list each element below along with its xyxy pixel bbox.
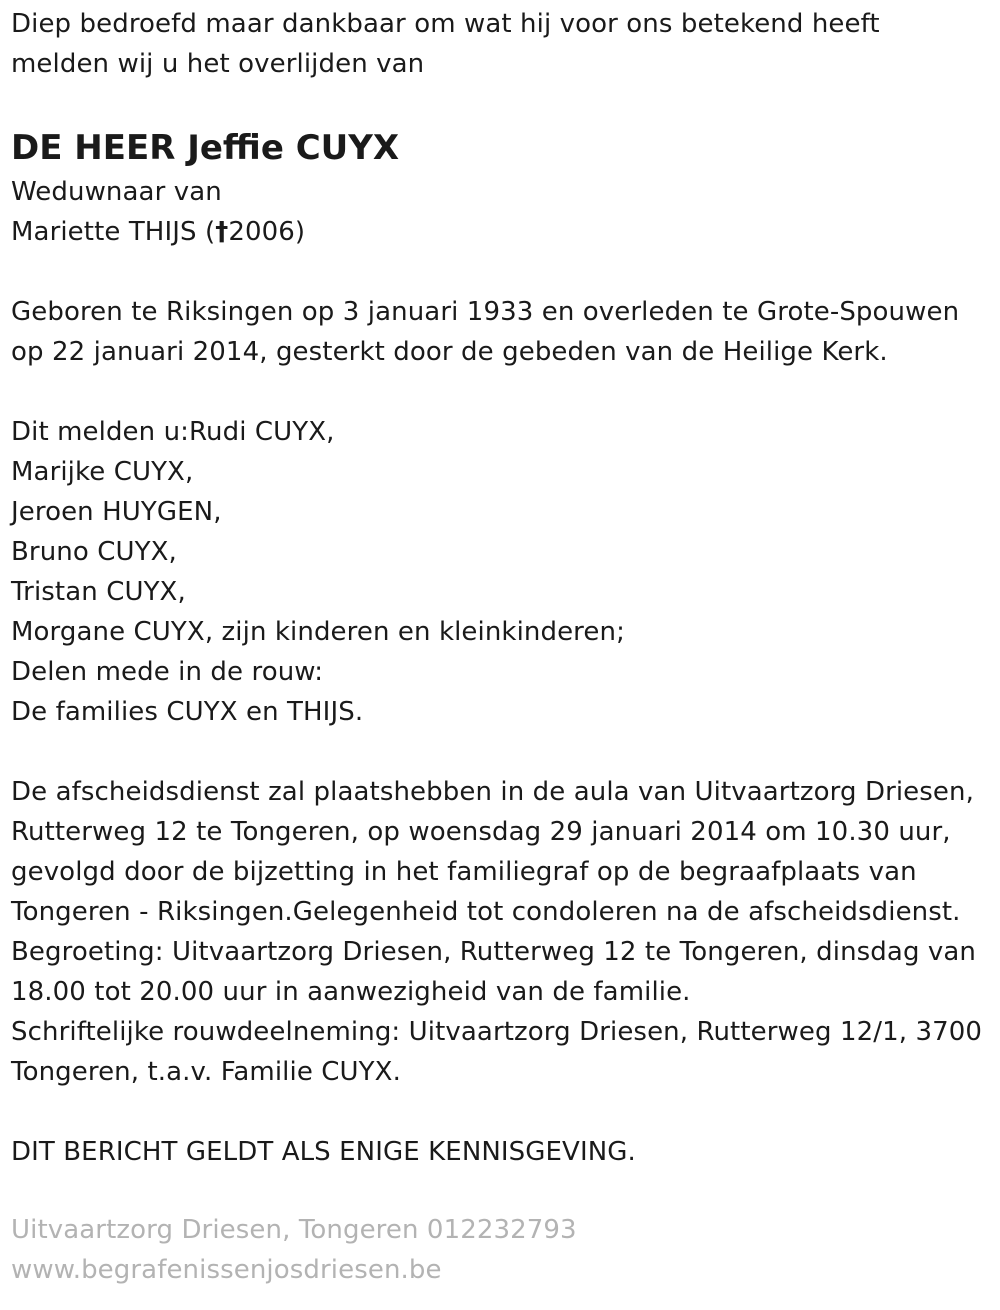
service-line: De afscheidsdienst zal plaatshebben in de aula van Uitvaartzorg Driesen, (11, 777, 974, 807)
funeral-home-contact: Uitvaartzorg Driesen, Tongeren 012232793 (11, 1215, 577, 1245)
deceased-name: DE HEER Jeffie CUYX (11, 128, 400, 168)
paragraph-line: Geboren te Riksingen op 3 januari 1933 en overleden te Grote-Spouwen (11, 297, 960, 327)
service-line: Rutterweg 12 te Tongeren, op woensdag 29 januari 2014 om 10.30 uur, (11, 817, 951, 847)
service-line: Schriftelijke rouwdeelneming: Uitvaartzorg Driesen, Rutterweg 12/1, 3700 (11, 1017, 983, 1047)
service-line: Tongeren - Riksingen.Gelegenheid tot condoleren na de afscheidsdienst. (11, 897, 961, 927)
family-line: Bruno CUYX, (11, 537, 177, 567)
family-line: Dit melden u:Rudi CUYX, (11, 417, 335, 447)
family-line: Marijke CUYX, (11, 457, 194, 487)
family-line: Delen mede in de rouw: (11, 657, 324, 687)
funeral-home-website: www.begrafenissenjosdriesen.be (11, 1255, 442, 1285)
family-line: Morgane CUYX, zijn kinderen en kleinkinderen; (11, 617, 625, 647)
funeral-home-footer (11, 1210, 996, 1290)
birth-death-paragraph (11, 292, 996, 372)
spouse-label: Weduwnaar van (11, 177, 222, 207)
service-line: Tongeren, t.a.v. Familie CUYX. (11, 1057, 401, 1087)
service-line: 18.00 tot 20.00 uur in aanwezigheid van de familie. (11, 977, 691, 1007)
intro-text (11, 4, 996, 84)
spouse-block (11, 172, 996, 252)
obituary-notice (11, 4, 996, 1290)
family-line: Tristan CUYX, (11, 577, 186, 607)
family-list (11, 412, 996, 732)
service-line: gevolgd door de bijzetting in het familiegraf op de begraafplaats van (11, 857, 917, 887)
intro-line: melden wij u het overlijden van (11, 49, 425, 79)
cross-icon: † (215, 217, 229, 247)
spouse-name-line (11, 212, 996, 252)
family-line: De families CUYX en THIJS. (11, 697, 364, 727)
service-line: Begroeting: Uitvaartzorg Driesen, Rutterweg 12 te Tongeren, dinsdag van (11, 937, 977, 967)
spouse-name: Mariette THIJS ( (11, 217, 216, 247)
notice-statement: DIT BERICHT GELDT ALS ENIGE KENNISGEVING. (11, 1137, 636, 1167)
spouse-death-year: 2006) (228, 217, 306, 247)
family-line: Jeroen HUYGEN, (11, 497, 222, 527)
service-paragraph (11, 772, 996, 1092)
intro-line: Diep bedroefd maar dankbaar om wat hij voor ons betekend heeft (11, 9, 880, 39)
paragraph-line: op 22 januari 2014, gesterkt door de gebeden van de Heilige Kerk. (11, 337, 888, 367)
